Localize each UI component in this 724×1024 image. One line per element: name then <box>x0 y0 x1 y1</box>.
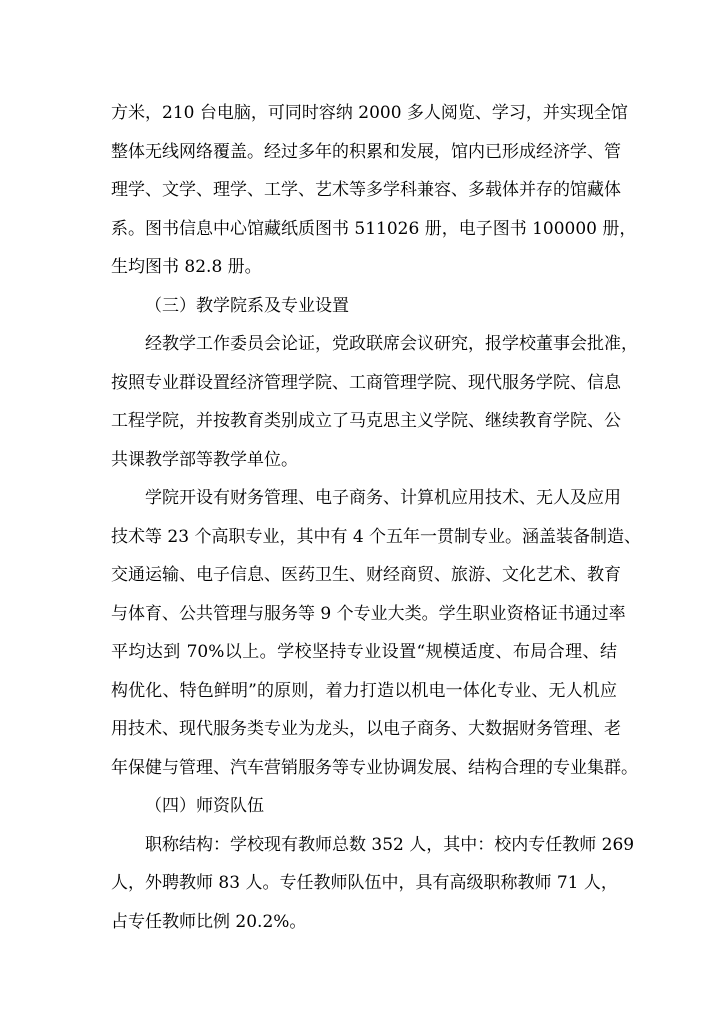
text-line: 与体育、公共管理与服务等 9 个专业大类。学生职业资格证书通过率 <box>111 603 626 624</box>
text-line: 共课教学部等教学单位。 <box>111 449 298 470</box>
text-line: 职称结构：学校现有教师总数 352 人，其中：校内专任教师 269 <box>145 834 635 855</box>
text-line: 用技术、现代服务类专业为龙头，以电子商务、大数据财务管理、老 <box>111 719 621 739</box>
text-line: 整体无线网络覆盖。经过多年的积累和发展，馆内已形成经济学、管 <box>111 141 621 162</box>
text-line: 生均图书 82.8 册。 <box>111 257 262 277</box>
section-heading: （四）师资队伍 <box>145 796 264 816</box>
text-line: 按照专业群设置经济管理学院、工商管理学院、现代服务学院、信息 <box>111 372 621 393</box>
text-line: 平均达到 70%以上。学校坚持专业设置“规模适度、布局合理、结 <box>111 642 617 662</box>
text-line: 理学、文学、理学、工学、艺术等多学科兼容、多载体并存的馆藏体 <box>111 180 621 200</box>
section-heading: （三）教学院系及专业设置 <box>145 295 349 316</box>
text-line: 工程学院，并按教育类别成立了马克思主义学院、继续教育学院、公 <box>111 411 621 431</box>
college-setup-paragraph <box>111 325 638 479</box>
majors-paragraph <box>111 479 642 787</box>
text-line: 技术等 23 个高职专业，其中有 4 个五年一贯制专业。涵盖装备制造、 <box>111 526 642 547</box>
document-page <box>111 94 642 941</box>
text-line: 构优化、特色鲜明”的原则，着力打造以机电一体化专业、无人机应 <box>111 680 617 701</box>
text-line: 年保健与管理、汽车营销服务等专业协调发展、结构合理的专业集群。 <box>111 757 638 778</box>
library-paragraph <box>111 94 637 287</box>
text-line: 系。图书信息中心馆藏纸质图书 511026 册，电子图书 100000 册， <box>111 218 637 239</box>
text-line: 占专任教师比例 20.2%。 <box>111 911 307 932</box>
text-line: 交通运输、电子信息、医药卫生、财经商贸、旅游、文化艺术、教育 <box>111 565 621 585</box>
faculty-paragraph <box>111 826 635 942</box>
text-line: 学院开设有财务管理、电子商务、计算机应用技术、无人及应用 <box>145 488 621 508</box>
text-line: 方米，210 台电脑，可同时容纳 2000 多人阅览、学习，并实现全馆 <box>111 103 628 123</box>
text-line: 经教学工作委员会论证，党政联席会议研究，报学校董事会批准， <box>145 334 638 354</box>
text-line: 人，外聘教师 83 人。专任教师队伍中，具有高级职称教师 71 人， <box>111 873 618 893</box>
